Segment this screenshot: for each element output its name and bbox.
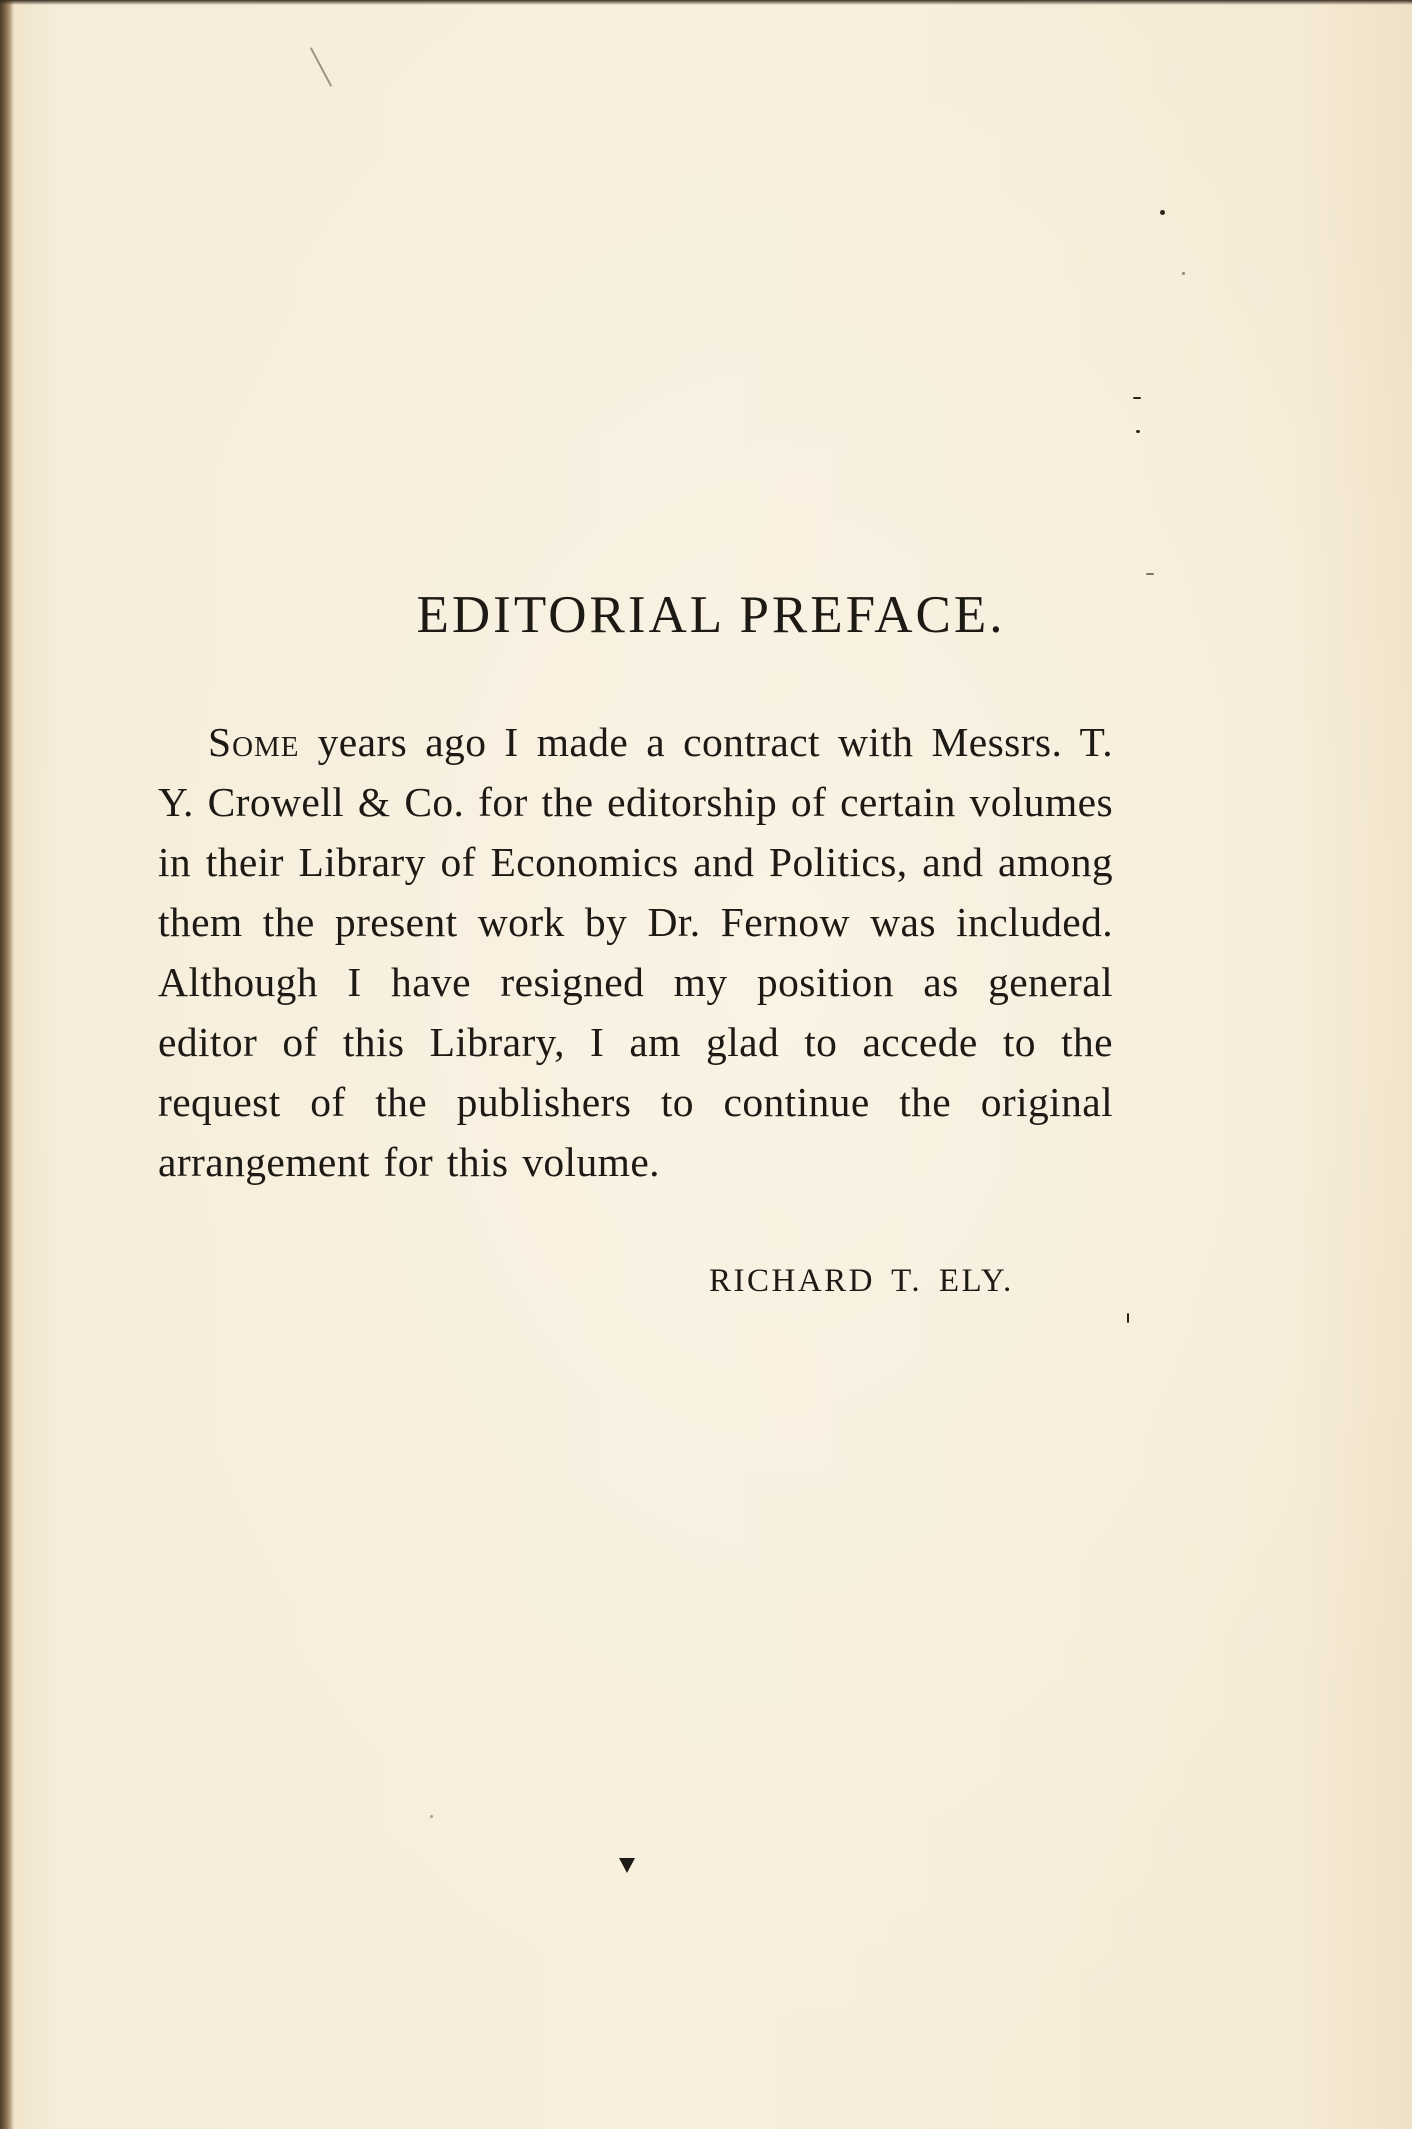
printer-mark-triangle-icon [617,1855,637,1875]
paper-speck [1127,1313,1129,1323]
page-spine-shadow [0,0,14,2129]
paper-speck [1133,397,1141,399]
paper-speck [1182,272,1185,275]
paper-speck [1136,430,1140,433]
page-title: EDITORIAL PREFACE. [416,586,1006,644]
preface-paragraph [158,712,1113,1192]
paper-speck [1160,210,1165,215]
author-signature: RICHARD T. ELY. [709,1263,1014,1299]
paper-speck [1146,573,1154,575]
page-top-edge [0,0,1412,5]
paper-speck [310,47,332,87]
preface-lead-word: Some [208,719,300,765]
preface-body-text: years ago I made a contract with Messrs. T. Y. Crowell & Co. for the editorship of certain volumes in their Library of Economics and Politics, and among them the present work by Dr. Fernow was included. Although I have resigned my position as general editor of this Library, I am glad to accede to the request of the publishers to continue the original arrangement for this volume. [158,719,1113,1185]
paper-speck [430,1815,433,1818]
